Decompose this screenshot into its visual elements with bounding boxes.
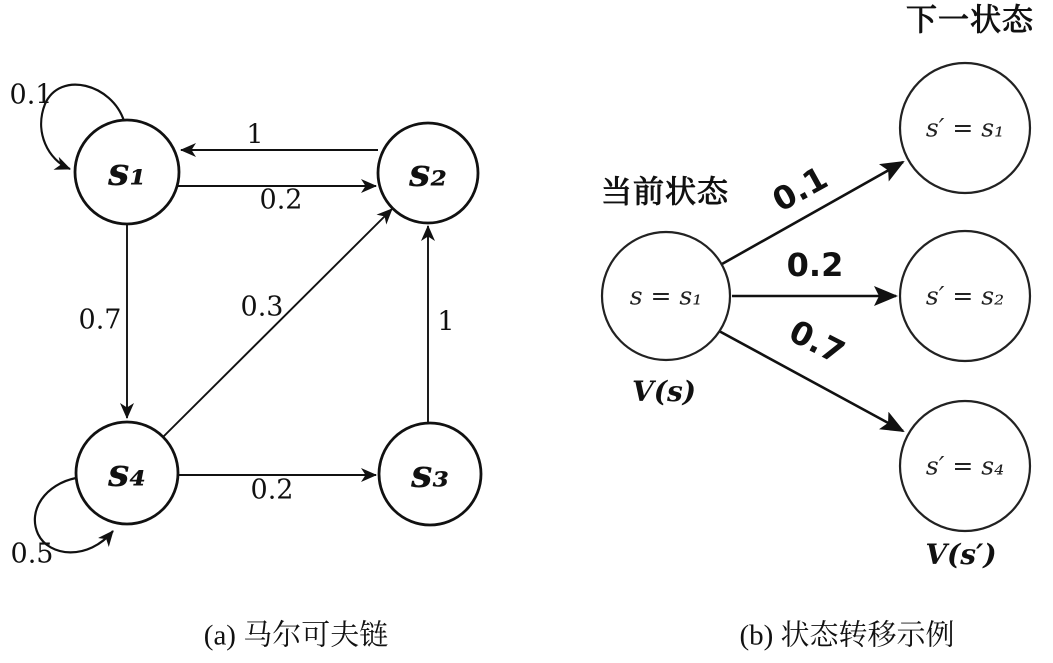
current-state-header: 当前状态: [601, 174, 729, 210]
node-label-s4: s₄: [107, 450, 147, 495]
edge-s4-to-s2: [163, 209, 392, 437]
edge-label-s1-s4: 0.7: [78, 304, 122, 336]
edge-label-s4-s2: 0.3: [240, 291, 284, 323]
current-state-label: s = s₁: [629, 281, 703, 311]
edge-label-s2-s1: 1: [246, 119, 264, 151]
value-function-current: V(s): [632, 375, 696, 408]
prob-label-0-7: 0.7: [783, 312, 851, 372]
prob-label-0-2: 0.2: [786, 246, 844, 284]
next-state-label-s4: s′ = s₄: [925, 451, 1005, 481]
next-state-label-s2: s′ = s₂: [925, 281, 1005, 311]
prob-label-0-1: 0.1: [765, 158, 835, 220]
value-function-next: V(s′): [925, 538, 997, 571]
next-state-header: 下一状态: [906, 2, 1034, 38]
edge-label-s3-s2: 1: [437, 306, 455, 338]
edge-label-s4-s3: 0.2: [250, 474, 294, 506]
node-label-s1: s₁: [107, 149, 147, 194]
edge-label-s1-s2: 0.2: [259, 184, 303, 216]
caption-panel-a: (a) 马尔可夫链: [203, 619, 389, 652]
edge-label-s1-self: 0.1: [9, 79, 53, 111]
node-label-s2: s₂: [408, 150, 448, 195]
caption-panel-b: (b) 状态转移示例: [739, 619, 955, 652]
next-state-label-s1: s′ = s₁: [925, 113, 1005, 143]
node-label-s3: s₃: [410, 451, 450, 496]
edge-label-s4-self: 0.5: [10, 538, 54, 570]
